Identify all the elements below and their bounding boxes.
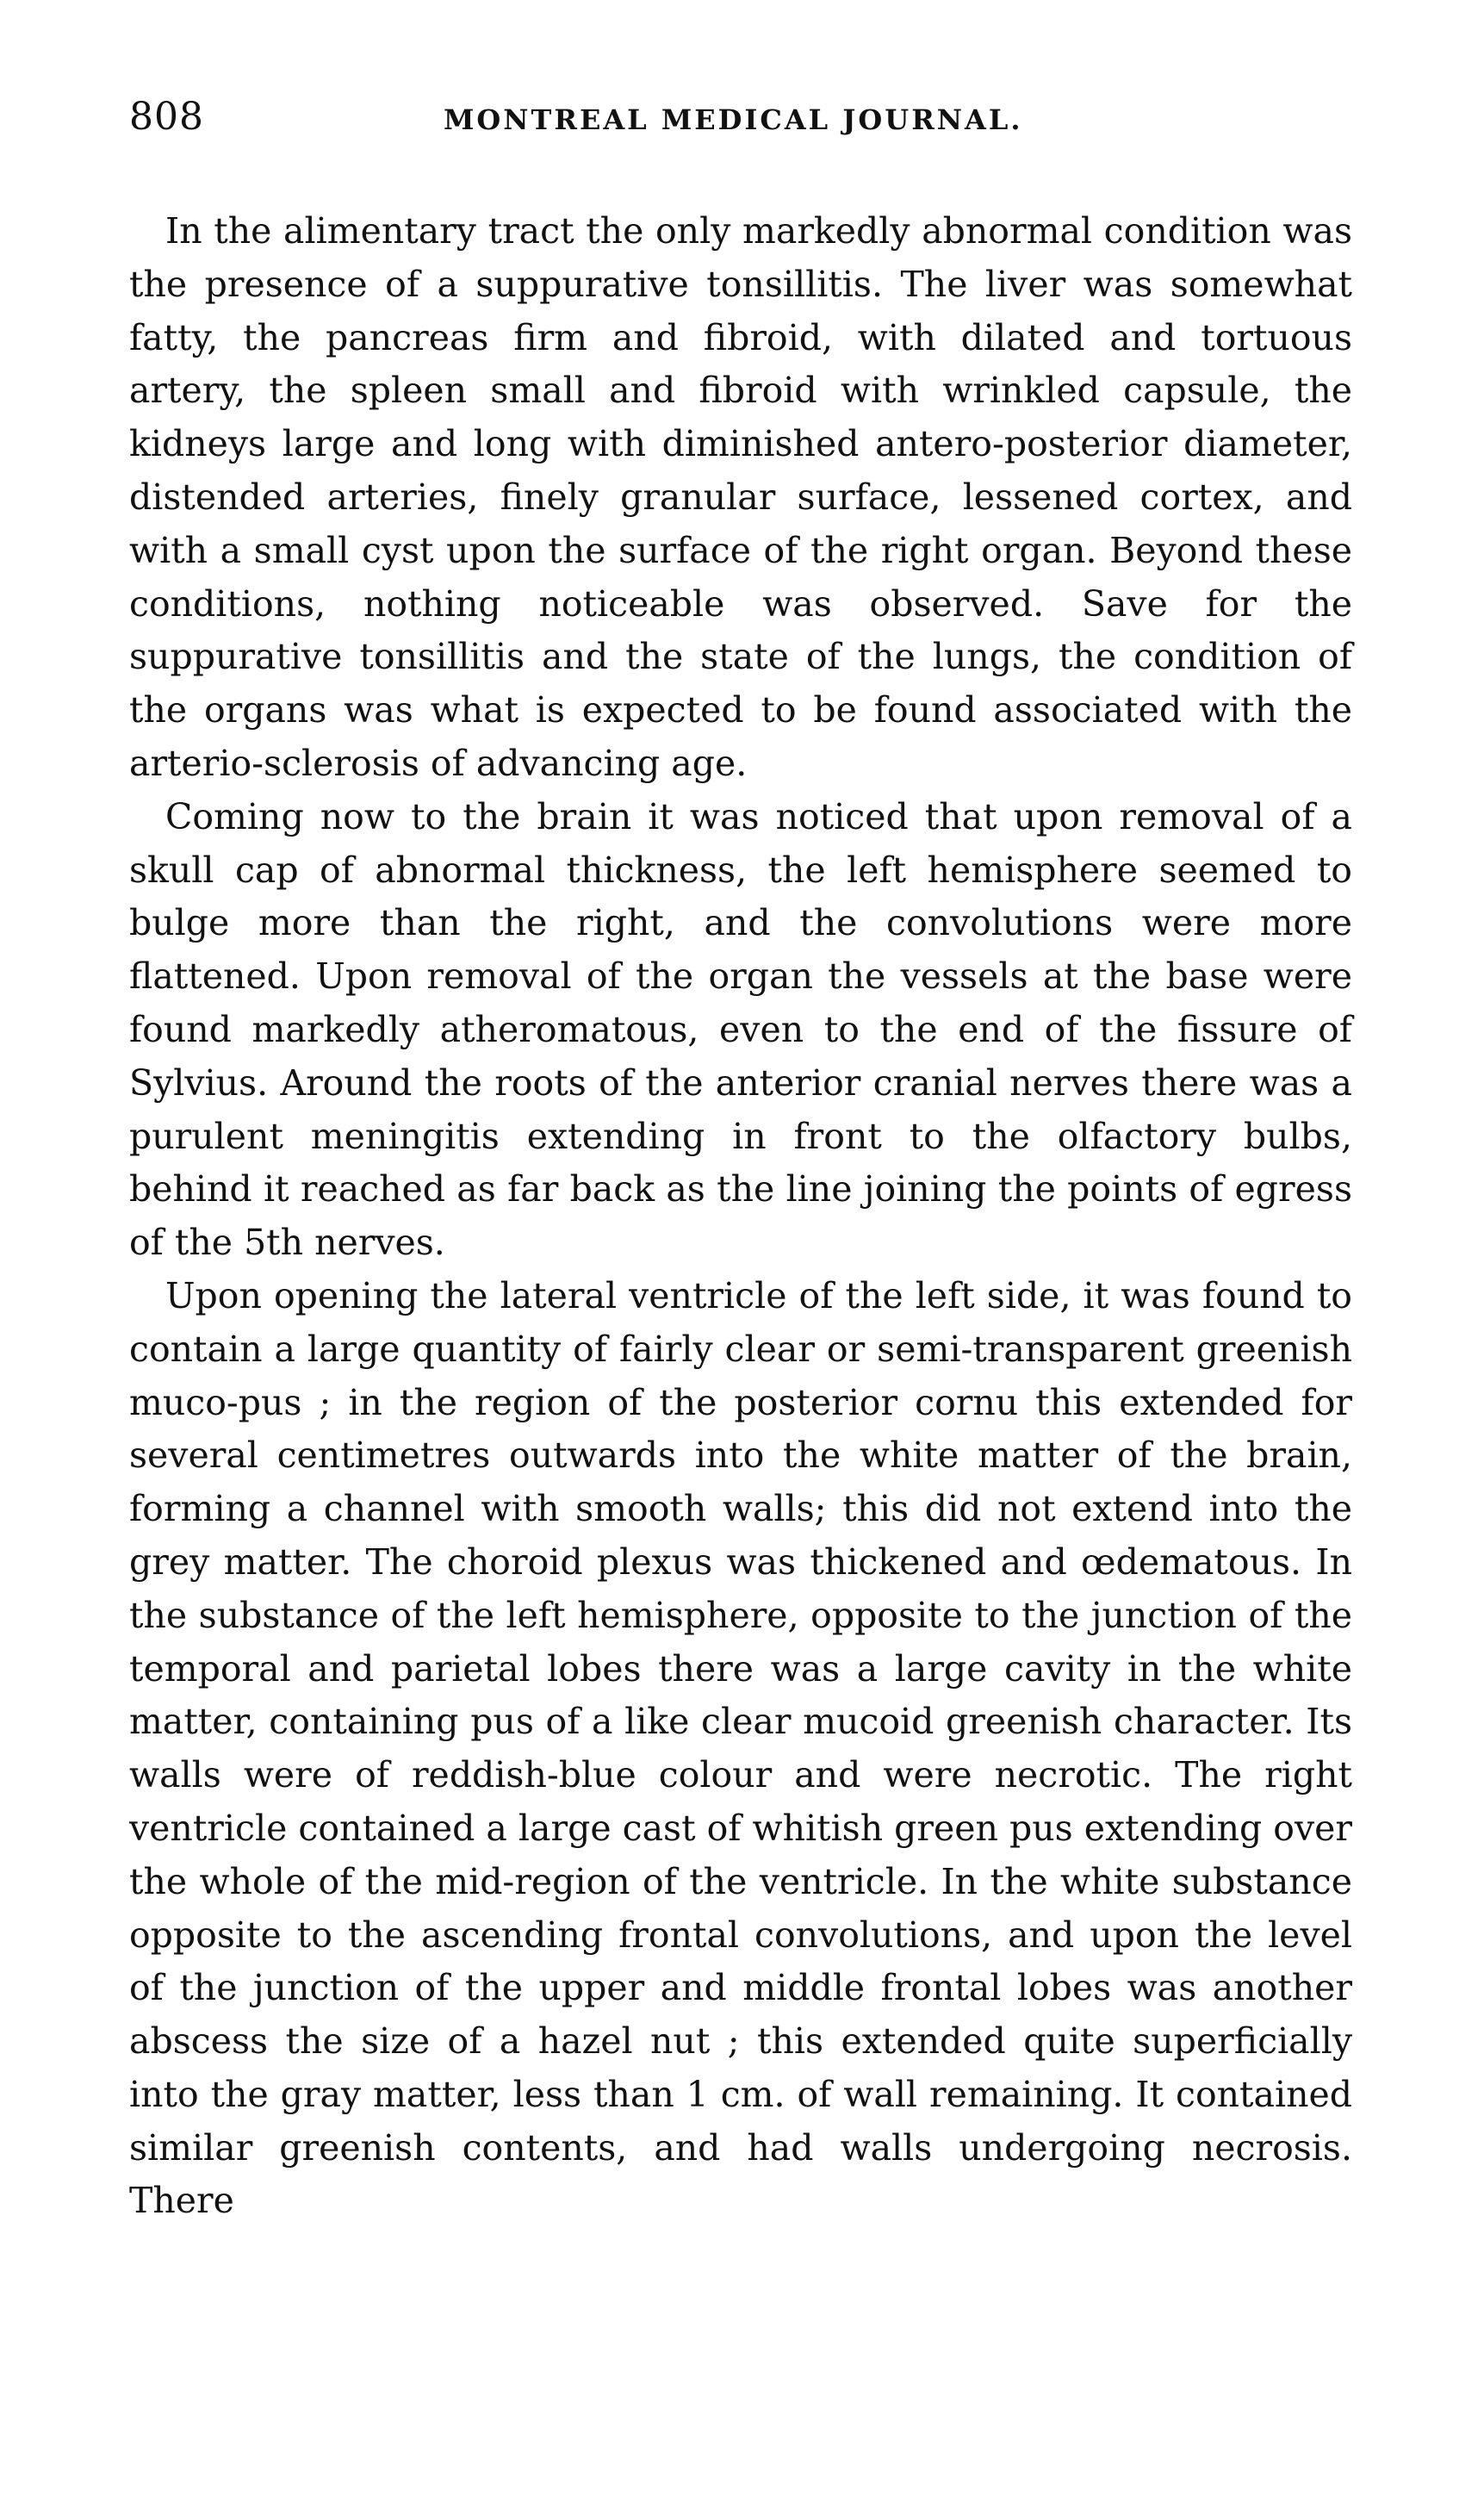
- paragraph-brain-examination: Coming now to the brain it was noticed that upon removal of a skull cap of abnormal thickness, the left hemisphere seemed to bulge more than the right, and the convolutions were more flattened. Upon removal of the organ the vessels at the base were found markedly atheromatous, even to the end of the fissure of Sylvius. Around the roots of the anterior cranial nerves there was a purulent meningitis extending in front to the olfactory bulbs, behind it reached as far back as the line joining the points of egress of the 5th nerves.: [129, 795, 1352, 1264]
- running-head: [129, 95, 1352, 146]
- journal-page: [129, 95, 1352, 2228]
- paragraph-lateral-ventricle: Upon opening the lateral ventricle of the left side, it was found to contain a large quantity of fairly clear or semi-transparent greenish muco-pus ; in the region of the posterior cornu this extended for several centimetres outwards into the white matter of the brain, forming a channel with smooth walls; this did not extend into the grey matter. The choroid plexus was thickened and œdematous. In the substance of the left hemisphere, opposite to the junction of the temporal and parietal lobes there was a large cavity in the white matter, containing pus of a like clear mucoid greenish character. Its walls were of reddish-blue colour and were necrotic. The right ventricle contained a large cast of whitish green pus extending over the whole of the mid-region of the ventricle. In the white substance opposite to the ascending frontal convolutions, and upon the level of the junction of the upper and middle frontal lobes was another abscess the size of a hazel nut ; this extended quite superficially into the gray matter, less than 1 cm. of wall remaining. It contained similar greenish contents, and had walls undergoing necrosis. There: [129, 1274, 1352, 2222]
- journal-title: MONTREAL MEDICAL JOURNAL.: [444, 103, 1023, 136]
- article-body: [129, 205, 1352, 2228]
- page-number: 808: [129, 95, 204, 139]
- paragraph-alimentary-tract: In the alimentary tract the only markedly abnormal condition was the presence of a suppurative tonsillitis. The liver was somewhat fatty, the pancreas firm and fibroid, with dilated and tortuous artery, the spleen small and fibroid with wrinkled capsule, the kidneys large and long with diminished antero-posterior diameter, distended arteries, finely granular surface, lessened cortex, and with a small cyst upon the surface of the right organ. Beyond these conditions, nothing noticeable was observed. Save for the suppurative tonsillitis and the state of the lungs, the condition of the organs was what is expected to be found associated with the arterio-sclerosis of advancing age.: [129, 210, 1352, 784]
